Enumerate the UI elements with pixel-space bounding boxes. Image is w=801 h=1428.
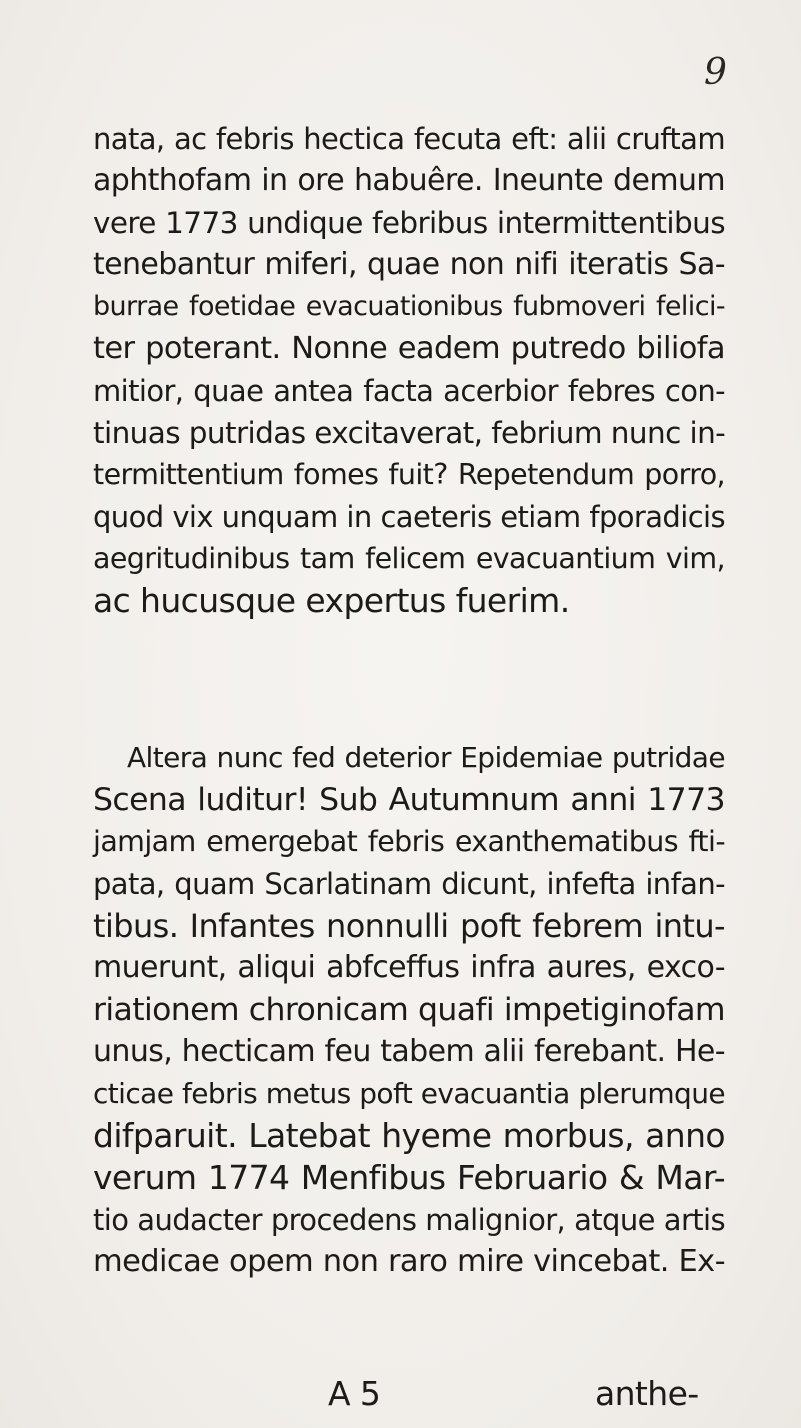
- text-line: medicae opem non raro mire vincebat. Ex-: [93, 1244, 725, 1279]
- text-line: quod vix unquam in caeteris etiam fporadicis: [93, 500, 725, 534]
- text-line: verum 1774 Menfibus Februario & Mar-: [93, 1158, 725, 1197]
- text-line: aphthofam in ore habuêre. Ineunte demum: [93, 163, 725, 198]
- text-line: Scena luditur! Sub Autumnum anni 1773: [93, 782, 725, 818]
- text-line: tibus. Infantes nonnulli poft febrem intu-: [93, 907, 725, 945]
- text-line: cticae febris metus poft evacuantia plerumque: [93, 1077, 725, 1110]
- text-line: pata, quam Scarlatinam dicunt, infefta infan-: [93, 867, 725, 901]
- text-line: riationem chronicam quafi impetiginofam: [93, 992, 725, 1028]
- page-footer: [93, 1373, 725, 1415]
- text-line: burrae foetidae evacuationibus fubmoveri felici-: [93, 291, 725, 322]
- text-line: jamjam emergebat febris exanthematibus fti-: [93, 825, 725, 858]
- text-line: mitior, quae antea facta acerbior febres con-: [93, 374, 725, 408]
- text-line: muerunt, aliqui abfceffus infra aures, exco-: [93, 950, 725, 985]
- text-line: tio audacter procedens malignior, atque artis: [93, 1203, 725, 1237]
- catchword: anthe-: [595, 1374, 699, 1413]
- paragraph-1: [93, 118, 725, 622]
- paragraph-2: [93, 737, 725, 1283]
- text-line: ac hucusque expertus fuerim.: [93, 581, 570, 620]
- text-line: unus, hecticam feu tabem alii ferebant. He-: [93, 1034, 725, 1069]
- text-line: vere 1773 undique febribus intermittentibus: [93, 206, 725, 240]
- text-line: aegritudinibus tam felicem evacuantium vim,: [93, 542, 725, 575]
- text-line: termittentium fomes fuit? Repetendum porro,: [93, 458, 725, 491]
- text-line: tenebantur miferi, quae non nifi iteratis Sa-: [93, 247, 725, 282]
- text-line: nata, ac febris hectica fecuta eft: alii cruftam: [93, 122, 725, 156]
- text-line: ter poterant. Nonne eadem putredo biliofa: [93, 331, 725, 366]
- page-number: 9: [704, 52, 727, 93]
- text-line: Altera nunc fed deterior Epidemiae putridae: [127, 741, 725, 774]
- text-line: difparuit. Latebat hyeme morbus, anno: [93, 1116, 725, 1155]
- signature-mark: A 5: [328, 1374, 381, 1413]
- text-line: tinuas putridas excitaverat, febrium nunc in-: [93, 416, 726, 450]
